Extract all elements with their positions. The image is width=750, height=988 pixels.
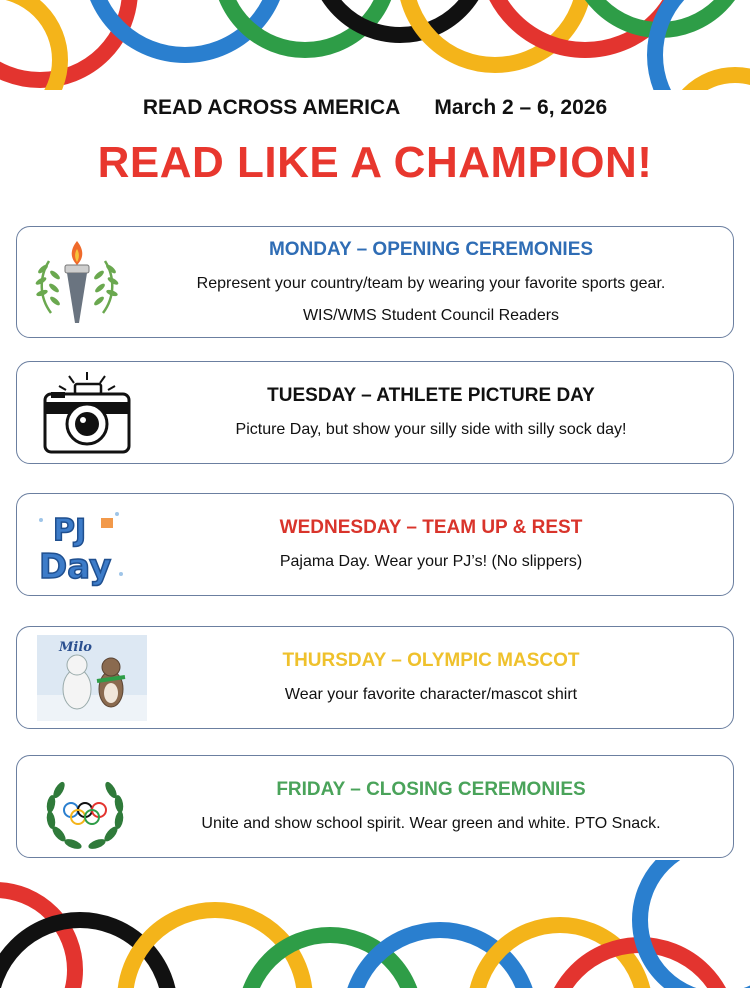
wednesday-description: Pajama Day. Wear your PJ’s! (No slippers) — [279, 552, 583, 570]
mascot-picture — [37, 635, 147, 721]
ring-black — [315, 0, 485, 35]
monday-note: WIS/WMS Student Council Readers — [302, 307, 560, 324]
tuesday-content — [137, 362, 725, 463]
olympic-rings-bottom-banner — [0, 860, 750, 988]
pj-day-text-pj: PJ — [53, 513, 87, 548]
torch-laurel-icon — [29, 235, 125, 331]
monday-title: MONDAY – OPENING CEREMONIES — [268, 239, 594, 260]
page-title: READ LIKE A CHAMPION! — [97, 138, 653, 187]
monday-content — [137, 227, 725, 337]
thursday-description: Wear your favorite character/mascot shirt — [284, 685, 578, 703]
thursday-title: THURSDAY – OLYMPIC MASCOT — [282, 649, 580, 671]
event-dates: March 2 – 6, 2026 — [434, 96, 608, 119]
friday-description: Unite and show school spirit. Wear green and white. PTO Snack. — [201, 814, 661, 832]
event-name: READ ACROSS AMERICA — [142, 96, 401, 119]
wednesday-title: WEDNESDAY – TEAM UP & REST — [279, 516, 583, 538]
tuesday-title: TUESDAY – ATHLETE PICTURE DAY — [267, 384, 595, 406]
day-card-friday — [16, 755, 734, 858]
pj-day-text-day: Day — [39, 547, 112, 587]
event-header — [0, 93, 750, 123]
friday-content — [137, 756, 725, 857]
monday-description: Represent your country/team by wearing your favorite sports gear. — [196, 275, 666, 292]
tuesday-description: Picture Day, but show your silly side with silly sock day! — [235, 420, 627, 438]
mascot-name-text: Milo — [59, 640, 92, 655]
ring-yellow — [405, 0, 585, 65]
olympic-laurel-icon — [37, 760, 133, 856]
wednesday-content — [137, 494, 725, 595]
day-card-monday — [16, 226, 734, 338]
day-card-wednesday — [16, 493, 734, 596]
day-card-tuesday — [16, 361, 734, 464]
friday-title: FRIDAY – CLOSING CEREMONIES — [276, 778, 586, 800]
camera-icon — [39, 368, 135, 458]
pj-day-icon — [31, 500, 131, 590]
thursday-content — [137, 627, 725, 728]
day-card-thursday — [16, 626, 734, 729]
